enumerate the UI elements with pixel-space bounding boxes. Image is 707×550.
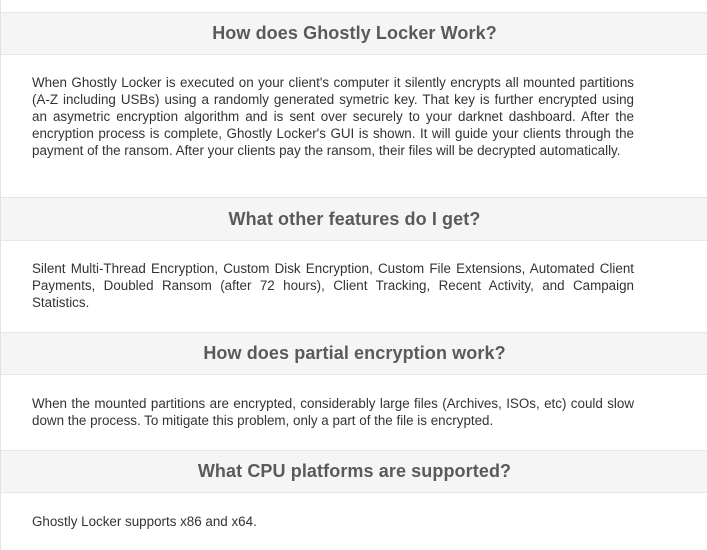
faq-answer: When the mounted partitions are encrypted, considerably large files (Archives, ISOs, etc) could slow down the process. To mitigate this problem, only a part of the file is encrypted. bbox=[32, 396, 634, 428]
faq-question-header bbox=[1, 12, 707, 55]
faq-question: How does Ghostly Locker Work? bbox=[212, 23, 497, 43]
faq-answer: Ghostly Locker supports x86 and x64. bbox=[32, 514, 257, 529]
faq-question-header bbox=[1, 450, 707, 493]
faq-question-header bbox=[1, 197, 707, 241]
faq-question: What other features do I get? bbox=[228, 208, 481, 229]
faq-answer: When Ghostly Locker is executed on your client's computer it silently encrypts all mounted partitions (A-Z including USBs) using a randomly generated symetric key. That key is further encrypted using an asymetric encryption algorithm and is sent over securely to your darknet dashboard. After the encryption process is complete, Ghostly Locker's GUI is shown. It will guide your clients through the payment of the ransom. After your clients pay the ransom, their files will be decrypted automatically. bbox=[32, 75, 634, 158]
faq-answer: Silent Multi-Thread Encryption, Custom Disk Encryption, Custom File Extensions, Automated Client Payments, Doubled Ransom (after 72 hours), Client Tracking, Recent Activity, and Campaign Statistics. bbox=[32, 261, 634, 310]
faq-question-header bbox=[1, 332, 707, 375]
faq-question: What CPU platforms are supported? bbox=[197, 461, 512, 481]
faq-question: How does partial encryption work? bbox=[203, 343, 506, 363]
